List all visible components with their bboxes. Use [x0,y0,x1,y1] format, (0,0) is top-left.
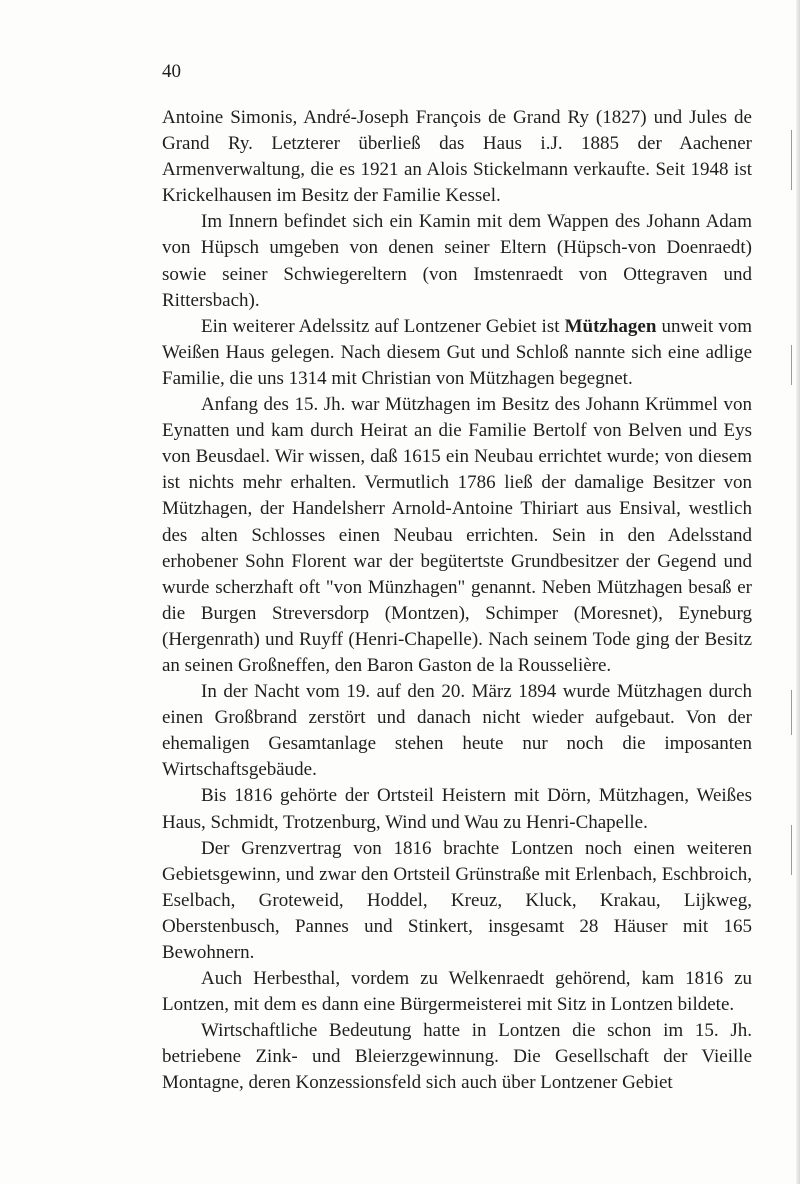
paragraph-9-text: Wirtschaftliche Bedeutung hatte in Lontzen die schon im 15. Jh. betriebene Zink- und Bleierzgewinnung. Die Gesellschaft der Vieille Montagne, deren Konzessionsfeld sich auch über Lontzener Gebiet [162,1020,752,1094]
paragraph-8-text: Auch Herbesthal, vordem zu Welkenraedt gehörend, kam 1816 zu Lontzen, mit dem es dann eine Bürgermeisterei mit Sitz in Lontzen bildete. [162,968,752,1016]
paragraph-7 [162,836,752,966]
paragraph-6-text: Bis 1816 gehörte der Ortsteil Heistern mit Dörn, Mützhagen, Weißes Haus, Schmidt, Trotzenburg, Wind und Wau zu Henri-Chapelle. [162,785,752,833]
paragraph-6 [162,783,752,835]
scan-mark-right-2 [791,345,792,385]
page-number: 40 [162,61,181,82]
paragraph-2-text: Im Innern befindet sich ein Kamin mit dem Wappen des Johann Adam von Hüpsch umgeben von denen seiner Eltern (Hüpsch-von Doenraedt) sowie seiner Schwiegereltern (von Imstenraedt von Ottegraven und Rittersbach). [162,211,752,311]
paragraph-7-text: Der Grenzvertrag von 1816 brachte Lontzen noch einen weiteren Gebietsgewinn, und zwar den Ortsteil Grünstraße mit Erlenbach, Eschbroich, Eselbach, Groteweid, Hoddel, Kreuz, Kluck, Krakau, Lijkweg, Oberstenbusch, Pannes und Stinkert, insgesamt 28 Häuser mit 165 Bewohnern. [162,837,752,963]
paragraph-8 [162,966,752,1018]
paragraph-3 [162,314,752,392]
paragraph-2 [162,209,752,313]
scan-mark-right-3 [791,690,792,735]
page-edge-shadow [796,0,800,1184]
body-text [162,105,752,1097]
paragraph-9 [162,1018,752,1096]
place-name-muetzhagen: Mützhagen [564,315,657,337]
paragraph-5-text: In der Nacht vom 19. auf den 20. März 1894 wurde Mützhagen durch einen Großbrand zerstört und danach nicht wieder aufgebaut. Von der ehemaligen Gesamtanlage stehen heute nur noch die imposanten Wirtschaftsgebäude. [162,681,752,781]
paragraph-3-text-after: unweit vom Weißen Haus gelegen. Nach diesem Gut und Schloß nannte sich eine adlige Familie, die uns 1314 mit Christian von Mützhagen begegnet. [162,315,752,389]
paragraph-4 [162,392,752,679]
paragraph-1-text: Antoine Simonis, André-Joseph François de Grand Ry (1827) und Jules de Grand Ry. Letzterer überließ das Haus i.J. 1885 der Aachener Armenverwaltung, die es 1921 an Alois Stickelmann verkaufte. Seit 1948 ist Krickelhausen im Besitz der Familie Kessel. [162,107,752,207]
paragraph-5 [162,679,752,783]
scan-mark-right-4 [791,825,792,875]
paragraph-3-text-before: Ein weiterer Adelssitz auf Lontzener Gebiet ist [201,315,565,337]
paragraph-4-text: Anfang des 15. Jh. war Mützhagen im Besitz des Johann Krümmel von Eynatten und kam durch Heirat an die Familie Bertolf von Belven und Eys von Beusdael. Wir wissen, daß 1615 ein Neubau errichtet wurde; von diesem ist nichts mehr erhalten. Vermutlich 1786 ließ der damalige Besitzer von Mützhagen, der Handelsherr Arnold-Antoine Thiriart aus Ensival, westlich des alten Schlosses einen Neubau errichten. Sein in den Adelsstand erhobener Sohn Florent war der begütertste Grundbesitzer der Gegend und wurde scherzhaft oft "von Münzhagen" genannt. Neben Mützhagen besaß er die Burgen Streversdorp (Montzen), Schimper (Moresnet), Eyneburg (Hergenrath) und Ruyff (Henri-Chapelle). Nach seinem Tode ging der Besitz an seinen Großneffen, den Baron Gaston de la Rousselière. [162,394,752,676]
paragraph-1 [162,105,752,209]
scan-mark-right-1 [791,130,792,190]
